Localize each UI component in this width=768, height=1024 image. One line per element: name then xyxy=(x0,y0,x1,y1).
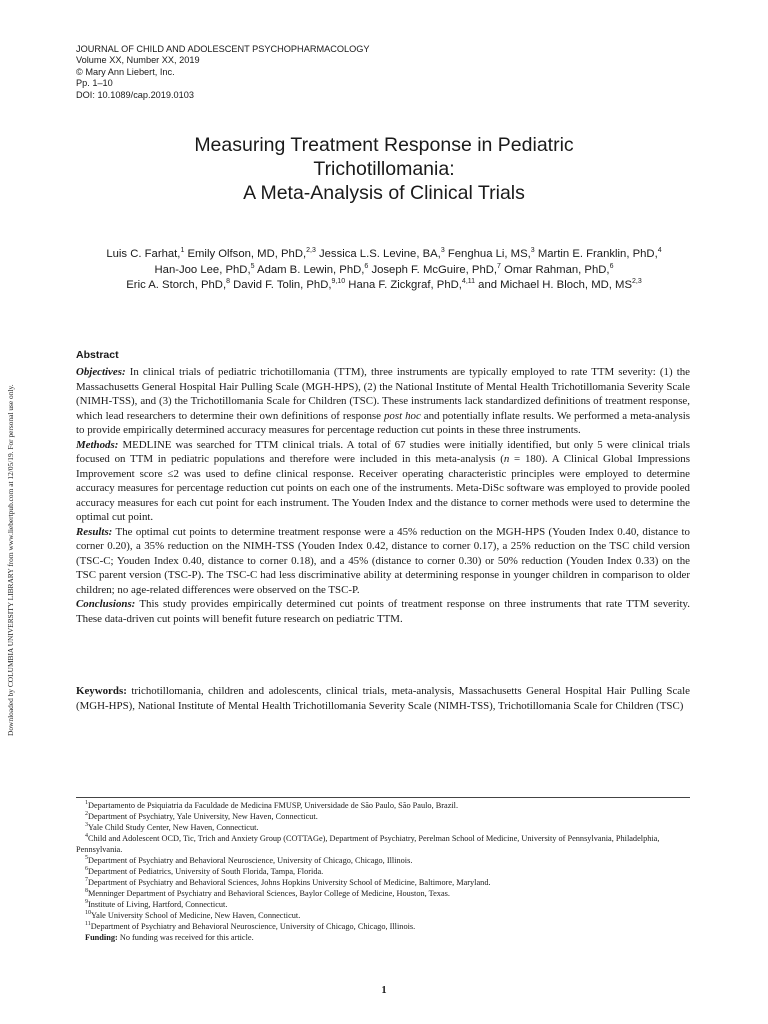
methods-text: MEDLINE was searched for TTM clinical trials. A total of 67 studies were initially identified, but only 5 were clinical trials focused on TTM in pediatric populations and therefore were included in this meta-analysis ( xyxy=(76,438,690,465)
affiliation-item xyxy=(66,899,690,910)
author-name: and Michael H. Bloch, MD, MS xyxy=(478,279,632,292)
abstract-objectives xyxy=(76,365,690,438)
methods-text-end: = 180). A Clinical Global Impressions Improvement score ≤2 was used to define clinical response. Receiver operating characteristic principles were employed to determine accuracy measures for percentage reduction cut points on each one of the instruments. Meta-DiSc software was employed to provide pooled accuracy measures for each cut point for each instrument. The Youden Index and the distance to corner methods were used to determine the optimal cut point. xyxy=(76,453,690,523)
author-name: Adam B. Lewin, PhD, xyxy=(257,263,365,276)
author-affiliation-ref: 1 xyxy=(180,247,185,255)
author-affiliation-ref: 2,3 xyxy=(632,278,642,286)
affiliation-text: Institute of Living, Hartford, Connecticut. xyxy=(88,900,228,909)
affiliation-item xyxy=(66,877,690,888)
journal-name: JOURNAL OF CHILD AND ADOLESCENT PSYCHOPHARMACOLOGY xyxy=(76,44,370,54)
affiliation-item xyxy=(66,888,690,899)
author-affiliation-ref: 6 xyxy=(609,262,614,270)
affiliation-item xyxy=(66,833,690,855)
affiliation-number: 7 xyxy=(85,877,88,884)
affiliation-number: 6 xyxy=(85,866,88,873)
footnote-divider xyxy=(76,797,690,798)
objectives-label: Objectives: xyxy=(76,366,126,378)
author-affiliation-ref: 3 xyxy=(440,247,445,255)
objectives-text: In clinical trials of pediatric trichotillomania (TTM), three instruments are typically employed to rate TTM severity: (1) the Massachusetts General Hospital Hair Pulling Scale (MGH-HPS), (2) the National Institute of Mental Health Trichotillomania Severity Scale (NIMH-TSS), and (3) the Trichotillomania Scale for Children (TSC). These instruments lack standardized definitions of treatment response, which lead researchers to determine their own definitions of response xyxy=(76,366,690,422)
author-name: Eric A. Storch, PhD, xyxy=(126,279,227,292)
author-name: Fenghua Li, MS, xyxy=(447,248,531,260)
journal-header xyxy=(76,44,370,101)
keywords xyxy=(76,684,690,713)
keywords-label: Keywords: xyxy=(76,685,127,697)
author-name: Omar Rahman, PhD, xyxy=(504,263,610,276)
conclusions-label: Conclusions: xyxy=(76,598,136,610)
affiliation-text: Department of Psychiatry and Behavioral Sciences, Johns Hopkins University School of Medicine, Baltimore, Maryland. xyxy=(88,878,491,887)
affiliation-item xyxy=(66,910,690,921)
title-line-1: Measuring Treatment Response in Pediatric xyxy=(194,134,574,156)
affiliation-text: Department of Psychiatry, Yale University, New Haven, Connecticut. xyxy=(88,812,318,821)
author-affiliation-ref: 9,10 xyxy=(331,278,346,286)
affiliation-item xyxy=(66,811,690,822)
abstract-conclusions xyxy=(76,597,690,626)
funding-label: Funding: xyxy=(85,933,118,942)
author-affiliation-ref: 7 xyxy=(497,262,501,270)
affiliation-number: 8 xyxy=(85,888,88,895)
affiliation-number: 1 xyxy=(85,800,88,807)
journal-copyright: © Mary Ann Liebert, Inc. xyxy=(76,66,175,77)
affiliation-item xyxy=(66,855,690,866)
funding-text: No funding was received for this article. xyxy=(117,933,254,942)
affiliations xyxy=(76,800,690,943)
affiliation-number: 9 xyxy=(85,899,88,906)
affiliation-text: Departamento de Psiquiatria da Faculdade de Medicina FMUSP, Universidade de São Paulo, São Paulo, Brazil. xyxy=(88,801,459,810)
affiliation-text: Department of Psychiatry and Behavioral Neuroscience, University of Chicago, Chicago, Illinois. xyxy=(88,856,413,865)
affiliation-number: 3 xyxy=(85,822,88,829)
download-notice: Downloaded by COLUMBIA UNIVERSITY LIBRARY from www.liebertpub.com at 12/05/19. For personal use only. xyxy=(6,384,15,736)
abstract-results xyxy=(76,525,690,598)
affiliation-number: 11 xyxy=(85,921,91,928)
journal-doi: DOI: 10.1089/cap.2019.0103 xyxy=(76,89,194,100)
affiliation-text: Child and Adolescent OCD, Tic, Trich and Anxiety Group (COTTAGe), Department of Psychiatry, Perelman School of Medicine, University of Pennsylvania, Philadelphia, Pennsylvania. xyxy=(76,834,660,854)
author-list xyxy=(60,247,708,294)
results-text: The optimal cut points to determine treatment response were a 45% reduction on the MGH-HPS (Youden Index 0.40, distance to corner 0.20), a 35% reduction on the NIMH-TSS (Youden Index 0.42, distance to corner 0.17), a 25% reduction on the TSC child version (TSC-C; Youden Index 0.40, distance to corner 0.18), and a 45% (distance to corner 0.30) or 50% reduction (Youden Index 0.33) on the TSC parent version (TSC-P). The TSC-C had less discriminative ability at determining response in younger children in comparison to older children; no age-related differences were observed on the TSC-P. xyxy=(76,525,690,596)
abstract-body xyxy=(76,365,690,626)
author-affiliation-ref: 5 xyxy=(250,262,255,270)
author-affiliation-ref: 8 xyxy=(226,278,230,286)
keywords-text: trichotillomania, children and adolescents, clinical trials, meta-analysis, Massachusetts General Hospital Hair Pulling Scale (MGH-HPS), National Institute of Mental Health Trichotillomania Severity Scale (NIMH-TSS), Trichotillomania Scale for Children (TSC) xyxy=(76,685,690,712)
affiliation-text: Department of Psychiatry and Behavioral Neuroscience, University of Chicago, Chicago, Illinois. xyxy=(90,922,416,931)
abstract-heading: Abstract xyxy=(76,349,119,361)
affiliation-number: 4 xyxy=(85,833,88,840)
affiliation-item xyxy=(66,866,690,877)
affiliation-item xyxy=(66,822,690,833)
author-name: Emily Olfson, MD, PhD, xyxy=(187,248,307,260)
abstract-methods xyxy=(76,438,690,525)
title-line-3: A Meta-Analysis of Clinical Trials xyxy=(243,182,525,204)
objectives-italic: post hoc xyxy=(383,409,421,422)
methods-n: n xyxy=(503,453,510,465)
affiliation-item xyxy=(66,800,690,811)
affiliation-text: Menninger Department of Psychiatry and Behavioral Sciences, Baylor College of Medicine, Houston, Texas. xyxy=(88,889,450,898)
author-affiliation-ref: 3 xyxy=(530,247,535,255)
affiliation-text: Yale University School of Medicine, New Haven, Connecticut. xyxy=(91,911,301,920)
affiliation-number: 2 xyxy=(85,811,88,818)
conclusions-text: This study provides empirically determined cut points of treatment response on three instruments that rate TTM severity. These data-driven cut points will benefit future research on pediatric TTM. xyxy=(76,598,690,625)
affiliation-text: Yale Child Study Center, New Haven, Connecticut. xyxy=(88,823,259,832)
affiliation-item xyxy=(66,921,690,932)
journal-pages: Pp. 1–10 xyxy=(76,78,113,89)
author-affiliation-ref: 4,11 xyxy=(461,278,476,286)
author-name: Hana F. Zickgraf, PhD, xyxy=(348,279,462,292)
methods-label: Methods: xyxy=(76,438,119,451)
author-name: David F. Tolin, PhD, xyxy=(233,279,332,292)
author-name: Han-Joo Lee, PhD, xyxy=(154,263,251,276)
funding-statement xyxy=(66,932,690,943)
affiliation-number: 10 xyxy=(85,910,91,917)
results-label: Results: xyxy=(76,525,113,538)
journal-volume: Volume XX, Number XX, 2019 xyxy=(76,55,200,66)
author-affiliation-ref: 2,3 xyxy=(306,247,316,255)
author-name: Joseph F. McGuire, PhD, xyxy=(371,263,498,276)
page-number: 1 xyxy=(381,985,387,996)
objectives-text-end: and potentially inflate results. We performed a meta-analysis to provide empirically determined accuracy measures for percentage reduction cut points in these three instruments. xyxy=(76,409,690,436)
title-line-2: Trichotillomania: xyxy=(313,158,455,180)
affiliation-number: 5 xyxy=(85,855,88,862)
author-name: Luis C. Farhat, xyxy=(106,248,181,260)
author-affiliation-ref: 4 xyxy=(657,247,662,255)
author-affiliation-ref: 6 xyxy=(364,262,369,270)
author-name: Jessica L.S. Levine, BA, xyxy=(319,248,441,260)
author-name: Martin E. Franklin, PhD, xyxy=(537,248,658,260)
paper-title xyxy=(0,133,768,205)
affiliation-text: Department of Pediatrics, University of South Florida, Tampa, Florida. xyxy=(88,867,324,876)
